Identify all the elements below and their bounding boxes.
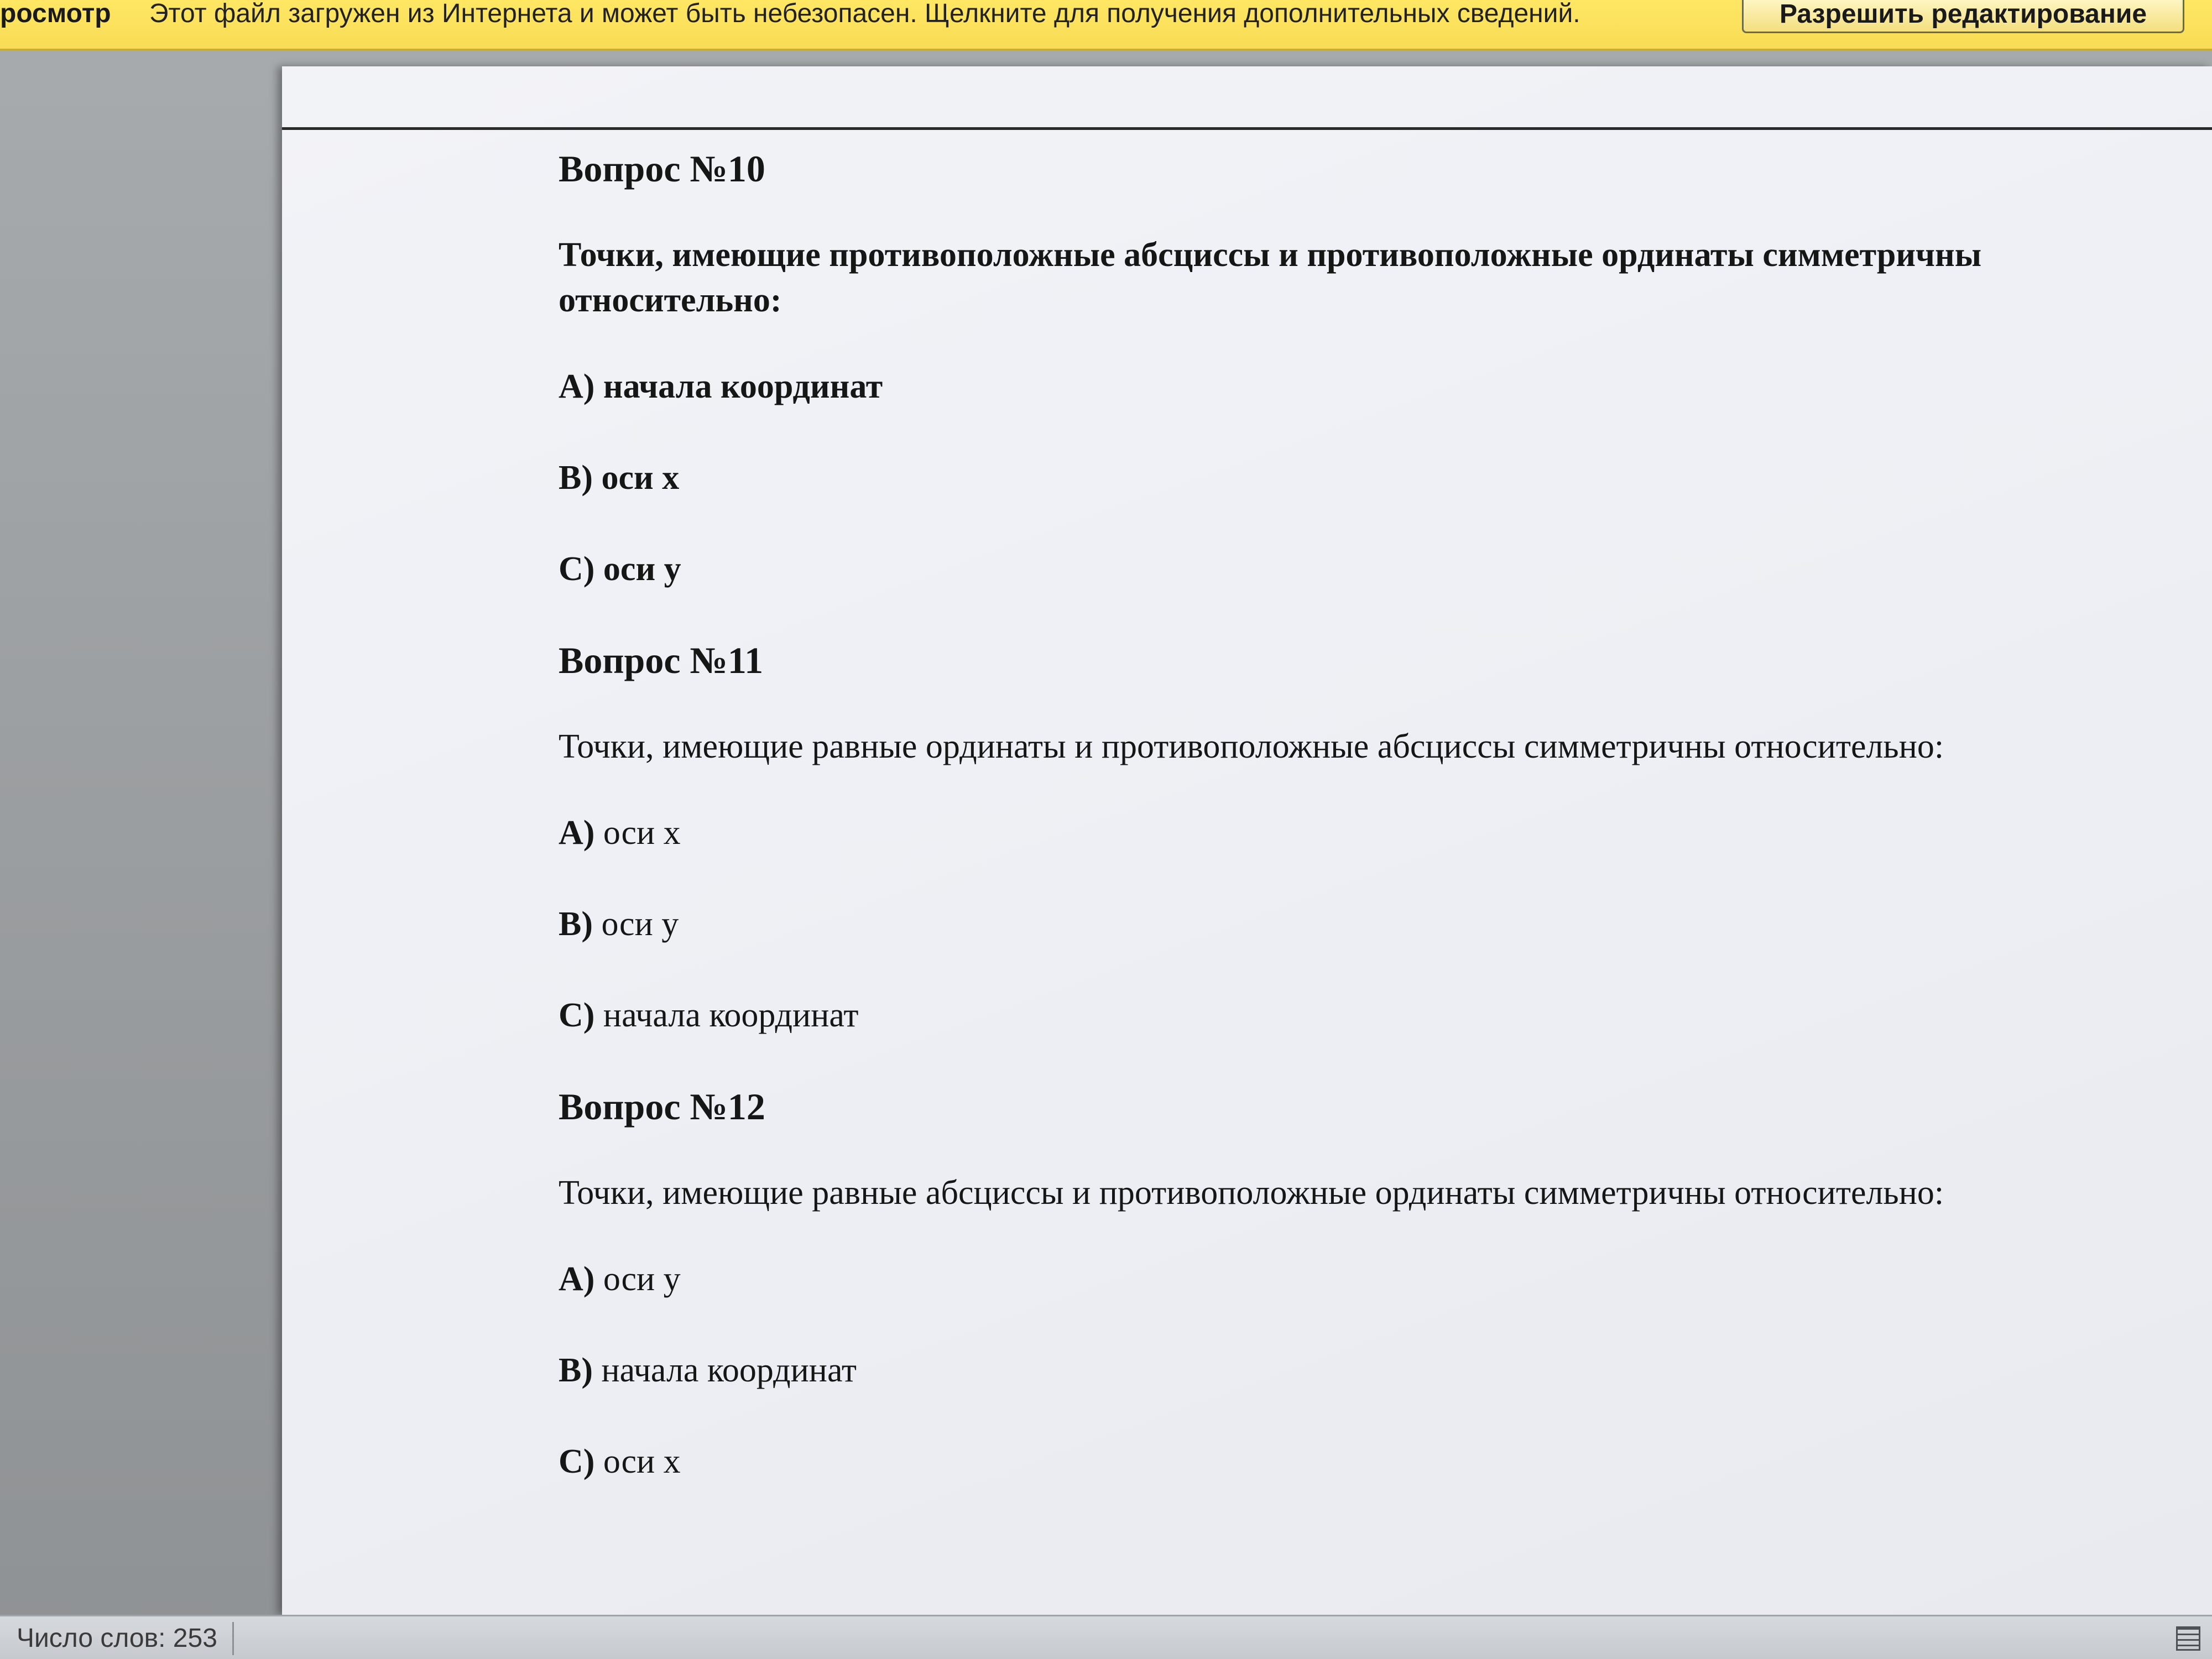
- answer-option-c[interactable]: [559, 544, 2162, 594]
- option-letter: А): [559, 1260, 595, 1298]
- option-letter: В): [559, 459, 593, 497]
- answer-option-b[interactable]: [559, 899, 2162, 949]
- enable-editing-button[interactable]: Разрешить редактирование: [1742, 0, 2184, 33]
- status-divider: [232, 1622, 234, 1655]
- print-layout-view-icon[interactable]: [2176, 1626, 2200, 1651]
- option-text: оси у: [603, 1260, 681, 1298]
- option-letter: С): [559, 997, 595, 1034]
- answer-option-c[interactable]: [559, 990, 2162, 1040]
- option-letter: С): [559, 1443, 595, 1480]
- question-12: [559, 1082, 2162, 1486]
- option-text: оси х: [603, 814, 681, 852]
- question-title: Вопрос №12: [559, 1086, 765, 1128]
- answer-option-b[interactable]: [559, 1345, 2162, 1395]
- word-count[interactable]: Число слов: 253: [17, 1624, 217, 1653]
- option-text: оси х: [601, 459, 680, 497]
- page-top-border: [282, 127, 2212, 130]
- answer-option-c[interactable]: [559, 1437, 2162, 1486]
- option-text: оси у: [601, 905, 679, 943]
- option-letter: С): [559, 550, 595, 588]
- option-text: оси у: [603, 550, 681, 588]
- document-page[interactable]: [282, 66, 2212, 1615]
- answer-option-a[interactable]: [559, 362, 2162, 411]
- security-notice-link[interactable]: Этот файл загружен из Интернета и может быть небезопасен. Щелкните для получения дополнительных сведений.: [149, 0, 1580, 28]
- option-letter: В): [559, 1352, 593, 1389]
- option-text: оси х: [603, 1443, 681, 1480]
- question-text: Точки, имеющие равные ординаты и противоположные абсциссы симметричны относительно:: [559, 728, 1944, 765]
- option-text: начала координат: [603, 997, 859, 1034]
- protected-view-label: росмотр: [0, 0, 111, 28]
- protected-view-message-bar: [0, 0, 2212, 51]
- status-bar: [0, 1615, 2212, 1659]
- option-letter: В): [559, 905, 593, 943]
- option-letter: А): [559, 368, 595, 405]
- question-text: Точки, имеющие противоположные абсциссы и противоположные ординаты симметричны относительно:: [559, 236, 1982, 319]
- question-title: Вопрос №10: [559, 148, 765, 190]
- option-text: начала координат: [601, 1352, 857, 1389]
- document-body[interactable]: [559, 144, 2162, 1528]
- answer-option-a[interactable]: [559, 1254, 2162, 1304]
- answer-option-a[interactable]: [559, 808, 2162, 858]
- question-10: [559, 144, 2162, 594]
- option-letter: А): [559, 814, 595, 852]
- answer-option-b[interactable]: [559, 453, 2162, 503]
- question-title: Вопрос №11: [559, 639, 764, 681]
- question-11: [559, 635, 2162, 1040]
- question-text: Точки, имеющие равные абсциссы и противоположные ординаты симметричны относительно:: [559, 1174, 1944, 1212]
- option-text: начала координат: [603, 368, 883, 405]
